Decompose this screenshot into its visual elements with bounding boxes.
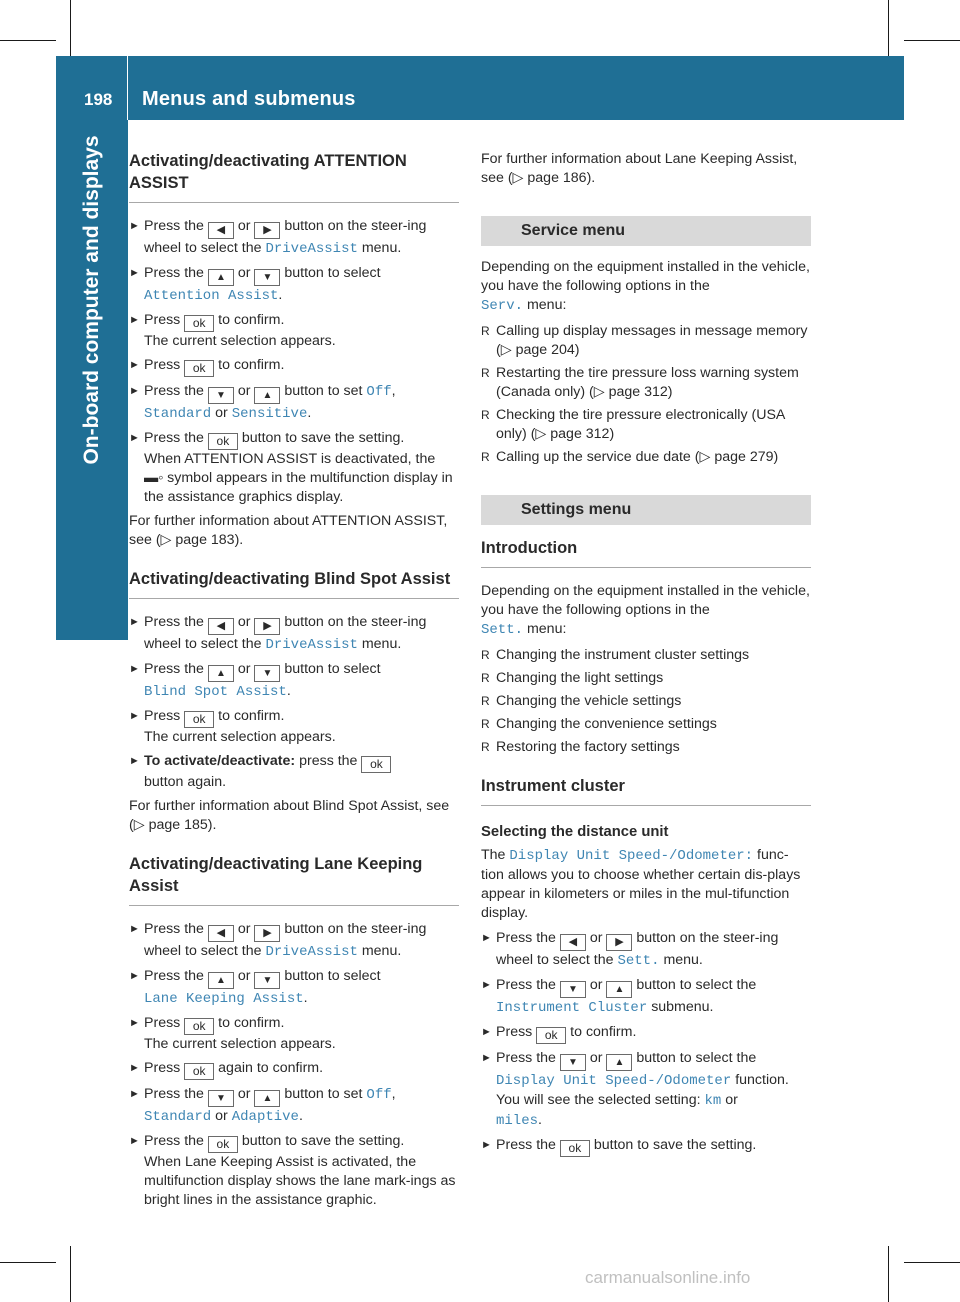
- step-item: ► Press ok to confirm.: [129, 357, 285, 375]
- menu-code: Sett.: [481, 622, 524, 638]
- side-tab-label: On-board computer and displays: [80, 135, 103, 465]
- paragraph: Depending on the equipment installed in the vehicle, you have the following options in the Sett. menu:: [481, 583, 810, 638]
- ok-key-icon: ok: [536, 1027, 566, 1044]
- ok-key-icon: ok: [184, 315, 214, 332]
- right-key-icon: ▶: [254, 222, 280, 239]
- step-item: ► Press ok to confirm. The current selection appears.: [129, 312, 336, 349]
- option-code: Off: [366, 384, 392, 400]
- up-key-icon: ▲: [208, 269, 234, 286]
- step-item: ► Press the ◀ or ▶ button on the steer-ing wheel to select the DriveAssist menu.: [129, 921, 427, 960]
- step-item: ► Press the ok button to save the setting.: [481, 1137, 757, 1155]
- arrow-icon: ►: [129, 220, 140, 232]
- option-code: km: [704, 1093, 722, 1109]
- menu-code: Sett.: [617, 953, 660, 969]
- menu-code: DriveAssist: [265, 637, 358, 653]
- step-item: ► Press ok again to confirm.: [129, 1060, 324, 1078]
- up-key-icon: ▲: [208, 665, 234, 682]
- section-heading: Instrument cluster: [481, 775, 811, 806]
- section-band: Service menu: [481, 216, 811, 246]
- step-item: ► Press the ▼ or ▲ button to select the Display Unit Speed-/Odometer function. You will see the selected setting: km or miles.: [481, 1050, 789, 1129]
- list-item: R Changing the vehicle settings: [481, 693, 682, 709]
- step-item: ► Press ok to confirm. The current selection appears.: [129, 1015, 336, 1052]
- arrow-icon: ►: [129, 1135, 140, 1147]
- menu-code: Instrument Cluster: [496, 1000, 648, 1016]
- option-code: Adaptive: [231, 1109, 299, 1125]
- bullet-icon: R: [481, 408, 490, 422]
- bullet-icon: R: [481, 450, 490, 464]
- step-item: ► Press the ▲ or ▼ button to select Blind Spot Assist.: [129, 661, 381, 700]
- crop-mark: [888, 0, 889, 56]
- bullet-icon: R: [481, 740, 490, 754]
- attention-off-icon: ▬◦: [144, 470, 164, 486]
- crop-mark: [888, 1246, 889, 1302]
- arrow-icon: ►: [129, 432, 140, 444]
- crop-mark: [904, 1262, 960, 1263]
- ok-key-icon: ok: [560, 1140, 590, 1157]
- option-code: Sensitive: [231, 406, 308, 422]
- bullet-icon: R: [481, 694, 490, 708]
- section-heading: Activating/deactivating ATTENTION ASSIST: [129, 150, 459, 203]
- down-key-icon: ▼: [208, 1090, 234, 1107]
- arrow-icon: ►: [129, 359, 140, 371]
- left-key-icon: ◀: [208, 925, 234, 942]
- section-heading: Activating/deactivating Lane Keeping Assist: [129, 853, 459, 906]
- list-item: R Calling up the service due date (▷ page 279): [481, 449, 779, 465]
- menu-code: Attention Assist: [144, 288, 279, 304]
- ok-key-icon: ok: [184, 360, 214, 377]
- arrow-icon: ►: [129, 663, 140, 675]
- arrow-icon: ►: [129, 385, 140, 397]
- section-heading: Introduction: [481, 537, 811, 568]
- option-code: Standard: [144, 1109, 212, 1125]
- step-item: ► Press the ◀ or ▶ button on the steer-ing wheel to select the Sett. menu.: [481, 930, 779, 969]
- arrow-icon: ►: [129, 616, 140, 628]
- step-item: ► Press the ▲ or ▼ button to select Attention Assist.: [129, 265, 381, 304]
- step-item: ► Press the ok button to save the setting. When ATTENTION ASSIST is deactivated, the ▬◦ symbol appears in the multifunction display in the assistance graphics display.: [129, 430, 453, 505]
- arrow-icon: ►: [129, 267, 140, 279]
- step-item: ► Press ok to confirm.: [481, 1024, 637, 1042]
- option-code: Off: [366, 1087, 392, 1103]
- step-item: ► To activate/deactivate: press the ok button again.: [129, 752, 459, 792]
- menu-code: DriveAssist: [265, 241, 358, 257]
- arrow-icon: ►: [481, 932, 492, 944]
- ok-key-icon: ok: [361, 756, 391, 773]
- up-key-icon: ▲: [208, 972, 234, 989]
- section-band: Settings menu: [481, 495, 811, 525]
- ok-key-icon: ok: [184, 1018, 214, 1035]
- right-key-icon: ▶: [606, 934, 632, 951]
- bullet-icon: R: [481, 366, 490, 380]
- crop-mark: [0, 1262, 56, 1263]
- down-key-icon: ▼: [560, 1054, 586, 1071]
- up-key-icon: ▲: [606, 981, 632, 998]
- paragraph: For further information about ATTENTION ASSIST, see (▷ page 183).: [129, 513, 448, 548]
- list-item: R Calling up display messages in message memory (▷ page 204): [481, 323, 808, 358]
- arrow-icon: ►: [481, 1052, 492, 1064]
- ok-key-icon: ok: [184, 711, 214, 728]
- step-item: ► Press the ▼ or ▲ button to set Off, Standard or Adaptive.: [129, 1086, 396, 1125]
- left-key-icon: ◀: [560, 934, 586, 951]
- option-code: miles: [496, 1113, 539, 1129]
- list-item: R Changing the instrument cluster settings: [481, 647, 750, 663]
- up-key-icon: ▲: [254, 387, 280, 404]
- crop-mark: [70, 0, 71, 56]
- ok-key-icon: ok: [184, 1063, 214, 1080]
- page-number: 198: [84, 90, 113, 109]
- list-item: R Checking the tire pressure electronically (USA only) (▷ page 312): [481, 407, 785, 442]
- step-item: ► Press the ▲ or ▼ button to select Lane Keeping Assist.: [129, 968, 381, 1007]
- right-column: [481, 150, 811, 1162]
- right-key-icon: ▶: [254, 618, 280, 635]
- arrow-icon: ►: [129, 923, 140, 935]
- step-item: ► Press the ▼ or ▲ button to set Off, Standard or Sensitive.: [129, 383, 396, 422]
- bullet-list: [481, 322, 811, 467]
- left-column: [129, 150, 459, 1215]
- subsection-heading: Selecting the distance unit: [481, 824, 669, 840]
- function-code: Display Unit Speed-/Odometer:: [509, 848, 754, 864]
- paragraph: For further information about Lane Keeping Assist, see (▷ page 186).: [481, 151, 798, 186]
- step-item: ► Press the ◀ or ▶ button on the steer-ing wheel to select the DriveAssist menu.: [129, 614, 427, 653]
- arrow-icon: ►: [129, 1088, 140, 1100]
- list-item: R Changing the convenience settings: [481, 716, 717, 732]
- bullet-icon: R: [481, 671, 490, 685]
- arrow-icon: ►: [481, 1026, 492, 1038]
- left-key-icon: ◀: [208, 618, 234, 635]
- arrow-icon: ►: [481, 979, 492, 991]
- paragraph: For further information about Blind Spot Assist, see (▷ page 185).: [129, 798, 450, 833]
- down-key-icon: ▼: [560, 981, 586, 998]
- arrow-icon: ►: [129, 314, 140, 326]
- arrow-icon: ►: [129, 710, 140, 722]
- arrow-icon: ►: [129, 1017, 140, 1029]
- down-key-icon: ▼: [254, 665, 280, 682]
- footer-watermark: carmanualsonline.info: [585, 1268, 751, 1287]
- step-item: ► Press ok to confirm. The current selection appears.: [129, 708, 336, 745]
- menu-code: Serv.: [481, 298, 524, 314]
- option-code: Standard: [144, 406, 212, 422]
- down-key-icon: ▼: [254, 269, 280, 286]
- menu-code: DriveAssist: [265, 944, 358, 960]
- crop-mark: [0, 40, 56, 41]
- header-divider: [127, 56, 128, 120]
- crop-mark: [904, 40, 960, 41]
- arrow-icon: ►: [129, 970, 140, 982]
- list-item: R Restarting the tire pressure loss warning system (Canada only) (▷ page 312): [481, 365, 799, 400]
- ok-key-icon: ok: [208, 433, 238, 450]
- down-key-icon: ▼: [208, 387, 234, 404]
- crop-mark: [70, 1246, 71, 1302]
- paragraph: Depending on the equipment installed in the vehicle, you have the following options in the Serv. menu:: [481, 259, 810, 314]
- right-key-icon: ▶: [254, 925, 280, 942]
- bullet-icon: R: [481, 648, 490, 662]
- section-heading: Activating/deactivating Blind Spot Assist: [129, 568, 459, 599]
- bullet-icon: R: [481, 324, 490, 338]
- step-item: ► Press the ◀ or ▶ button on the steer-ing wheel to select the DriveAssist menu.: [129, 218, 427, 257]
- arrow-icon: ►: [481, 1139, 492, 1151]
- step-item: ► Press the ▼ or ▲ button to select the Instrument Cluster submenu.: [481, 977, 757, 1016]
- page-title: Menus and submenus: [142, 88, 356, 110]
- left-key-icon: ◀: [208, 222, 234, 239]
- bullet-icon: R: [481, 717, 490, 731]
- list-item: R Changing the light settings: [481, 670, 664, 686]
- ok-key-icon: ok: [208, 1136, 238, 1153]
- step-item: ► Press the ok button to save the setting. When Lane Keeping Assist is activated, the multifunction display shows the lane mark-ings as bright lines in the assistance graphic.: [129, 1133, 456, 1208]
- bullet-list: [481, 646, 811, 757]
- paragraph: The Display Unit Speed-/Odometer: func-tion allows you to choose whether certain dis-plays appear in kilometers or miles in the mul-tifunction display.: [481, 847, 801, 921]
- function-code: Display Unit Speed-/Odometer: [496, 1073, 732, 1089]
- menu-code: Blind Spot Assist: [144, 684, 287, 700]
- down-key-icon: ▼: [254, 972, 280, 989]
- up-key-icon: ▲: [254, 1090, 280, 1107]
- up-key-icon: ▲: [606, 1054, 632, 1071]
- arrow-icon: ►: [129, 755, 140, 767]
- menu-code: Lane Keeping Assist: [144, 991, 304, 1007]
- list-item: R Restoring the factory settings: [481, 739, 680, 755]
- arrow-icon: ►: [129, 1062, 140, 1074]
